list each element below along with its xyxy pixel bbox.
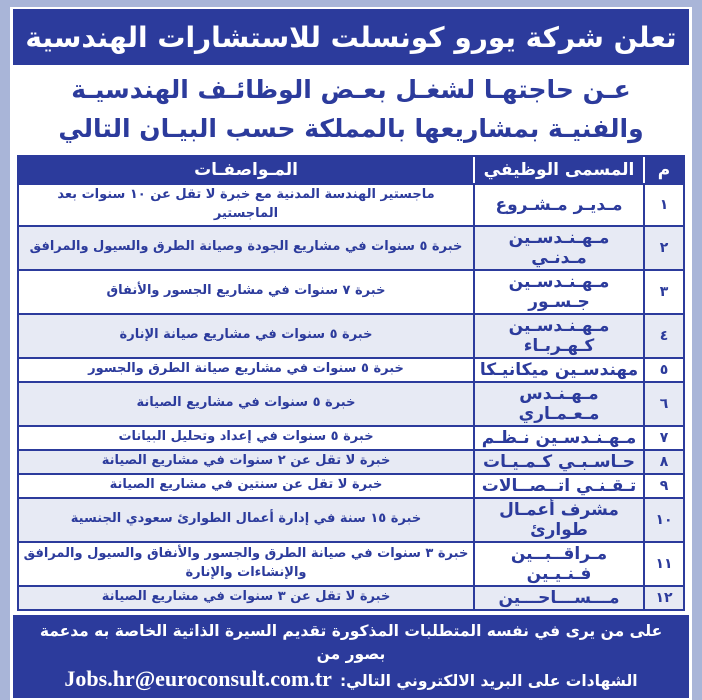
job-title: حـاسـبـي كـمـيـات: [473, 451, 643, 473]
job-spec: خبرة ٥ سنوات في مشاريع صيانة الإنارة: [119, 327, 373, 343]
table-row: [19, 541, 683, 585]
row-number: ٧: [643, 427, 683, 449]
email-link[interactable]: Jobs.hr@euroconsult.com.tr: [64, 666, 332, 692]
job-title: مـهـنـدسـين نـظـم: [473, 427, 643, 449]
header-cell-number: م: [643, 157, 683, 184]
subheader: [13, 65, 689, 153]
row-number: ١: [643, 185, 683, 225]
job-spec: خبرة ٧ سنوات في مشاريع الجسور والأنفاق: [106, 283, 386, 299]
job-title: مـهـنـدسـين جـسـور: [473, 271, 643, 313]
job-title: مهندسـين ميكانيـكا: [473, 359, 643, 381]
job-title: مـهـنـدس مـعـمـاري: [473, 383, 643, 425]
job-spec: ماجستير الهندسة المدنية مع خبرة لا تقل عن ١٠ سنوات بعد الماجستير: [57, 187, 435, 221]
table-row: [19, 473, 683, 497]
table-row: [19, 425, 683, 449]
table-header-row: [19, 157, 683, 184]
table-row: [19, 269, 683, 313]
row-number: ١٠: [643, 499, 683, 541]
row-number: ٦: [643, 383, 683, 425]
table-row: [19, 313, 683, 357]
job-title: مـهـنـدسـين مـدنـي: [473, 227, 643, 269]
company-announcement-banner: [13, 9, 689, 65]
table-row: [19, 585, 683, 609]
jobs-table: [17, 155, 685, 611]
table-row: [19, 357, 683, 381]
row-number: ٨: [643, 451, 683, 473]
job-title: مـــســـاحـــين: [473, 587, 643, 609]
footer-banner: [13, 615, 689, 699]
row-number: ٥: [643, 359, 683, 381]
footer-email-line: [21, 666, 681, 692]
header-cell-job-title: المسمى الوظيفي: [473, 157, 643, 184]
footer-instructions: على من يرى في نفسه المتطلبات المذكورة تقديم السيرة الذاتية الخاصة به مدعمة بصور من: [39, 621, 663, 664]
job-spec: خبرة ٥ سنوات في إعداد وتحليل البيانات: [118, 429, 374, 445]
job-spec: خبرة لا تقل عن سنتين في مشاريع الصيانة: [109, 477, 383, 493]
job-title: مـديـر مـشـروع: [473, 185, 643, 225]
ad-inner-frame: [10, 7, 692, 700]
row-number: ٢: [643, 227, 683, 269]
job-title: تـقـنـي اتــصــالات: [473, 475, 643, 497]
table-row: [19, 381, 683, 425]
footer-email-prefix: الشهادات على البريد الالكتروني التالي:: [339, 672, 638, 691]
job-spec: خبرة لا تقل عن ٢ سنوات في مشاريع الصيانة: [101, 453, 391, 469]
job-title: مشرف أعمـال طوارئ: [473, 499, 643, 541]
subheader-line-1: عـن حاجتهـا لشغـل بعـض الوظائـف الهندسيـة: [71, 75, 631, 104]
row-number: ٣: [643, 271, 683, 313]
row-number: ٩: [643, 475, 683, 497]
job-spec: خبرة ٥ سنوات في مشاريع الصيانة: [136, 395, 356, 411]
job-spec: خبرة ٥ سنوات في مشاريع الجودة وصيانة الطرق والسيول والمرافق: [29, 239, 463, 255]
job-title: مـراقــبــين فـنـيـين: [473, 543, 643, 585]
table-row: [19, 183, 683, 225]
subheader-line-2: والفنيـة بمشاريعها بالمملكة حسب البيـان التالي: [58, 113, 644, 143]
header-cell-specs: المـواصفـات: [194, 159, 298, 180]
job-spec: خبرة ١٥ سنة في إدارة أعمال الطوارئ سعودي الجنسية: [70, 511, 422, 527]
row-number: ١١: [643, 543, 683, 585]
job-spec: خبرة ٣ سنوات في صيانة الطرق والجسور والأنفاق والسيول والمرافق والإنشاءات والإنارة: [23, 545, 469, 580]
job-spec: خبرة لا تقل عن ٣ سنوات في مشاريع الصيانة: [101, 589, 391, 605]
row-number: ١٢: [643, 587, 683, 609]
job-title: مـهـنـدسـين كـهـربـاء: [473, 315, 643, 357]
table-row: [19, 225, 683, 269]
table-row: [19, 449, 683, 473]
table-row: [19, 497, 683, 541]
banner-title: تعلن شركة يورو كونسلت للاستشارات الهندسية: [25, 20, 677, 54]
job-spec: خبرة ٥ سنوات في مشاريع صيانة الطرق والجسور: [88, 361, 404, 377]
row-number: ٤: [643, 315, 683, 357]
